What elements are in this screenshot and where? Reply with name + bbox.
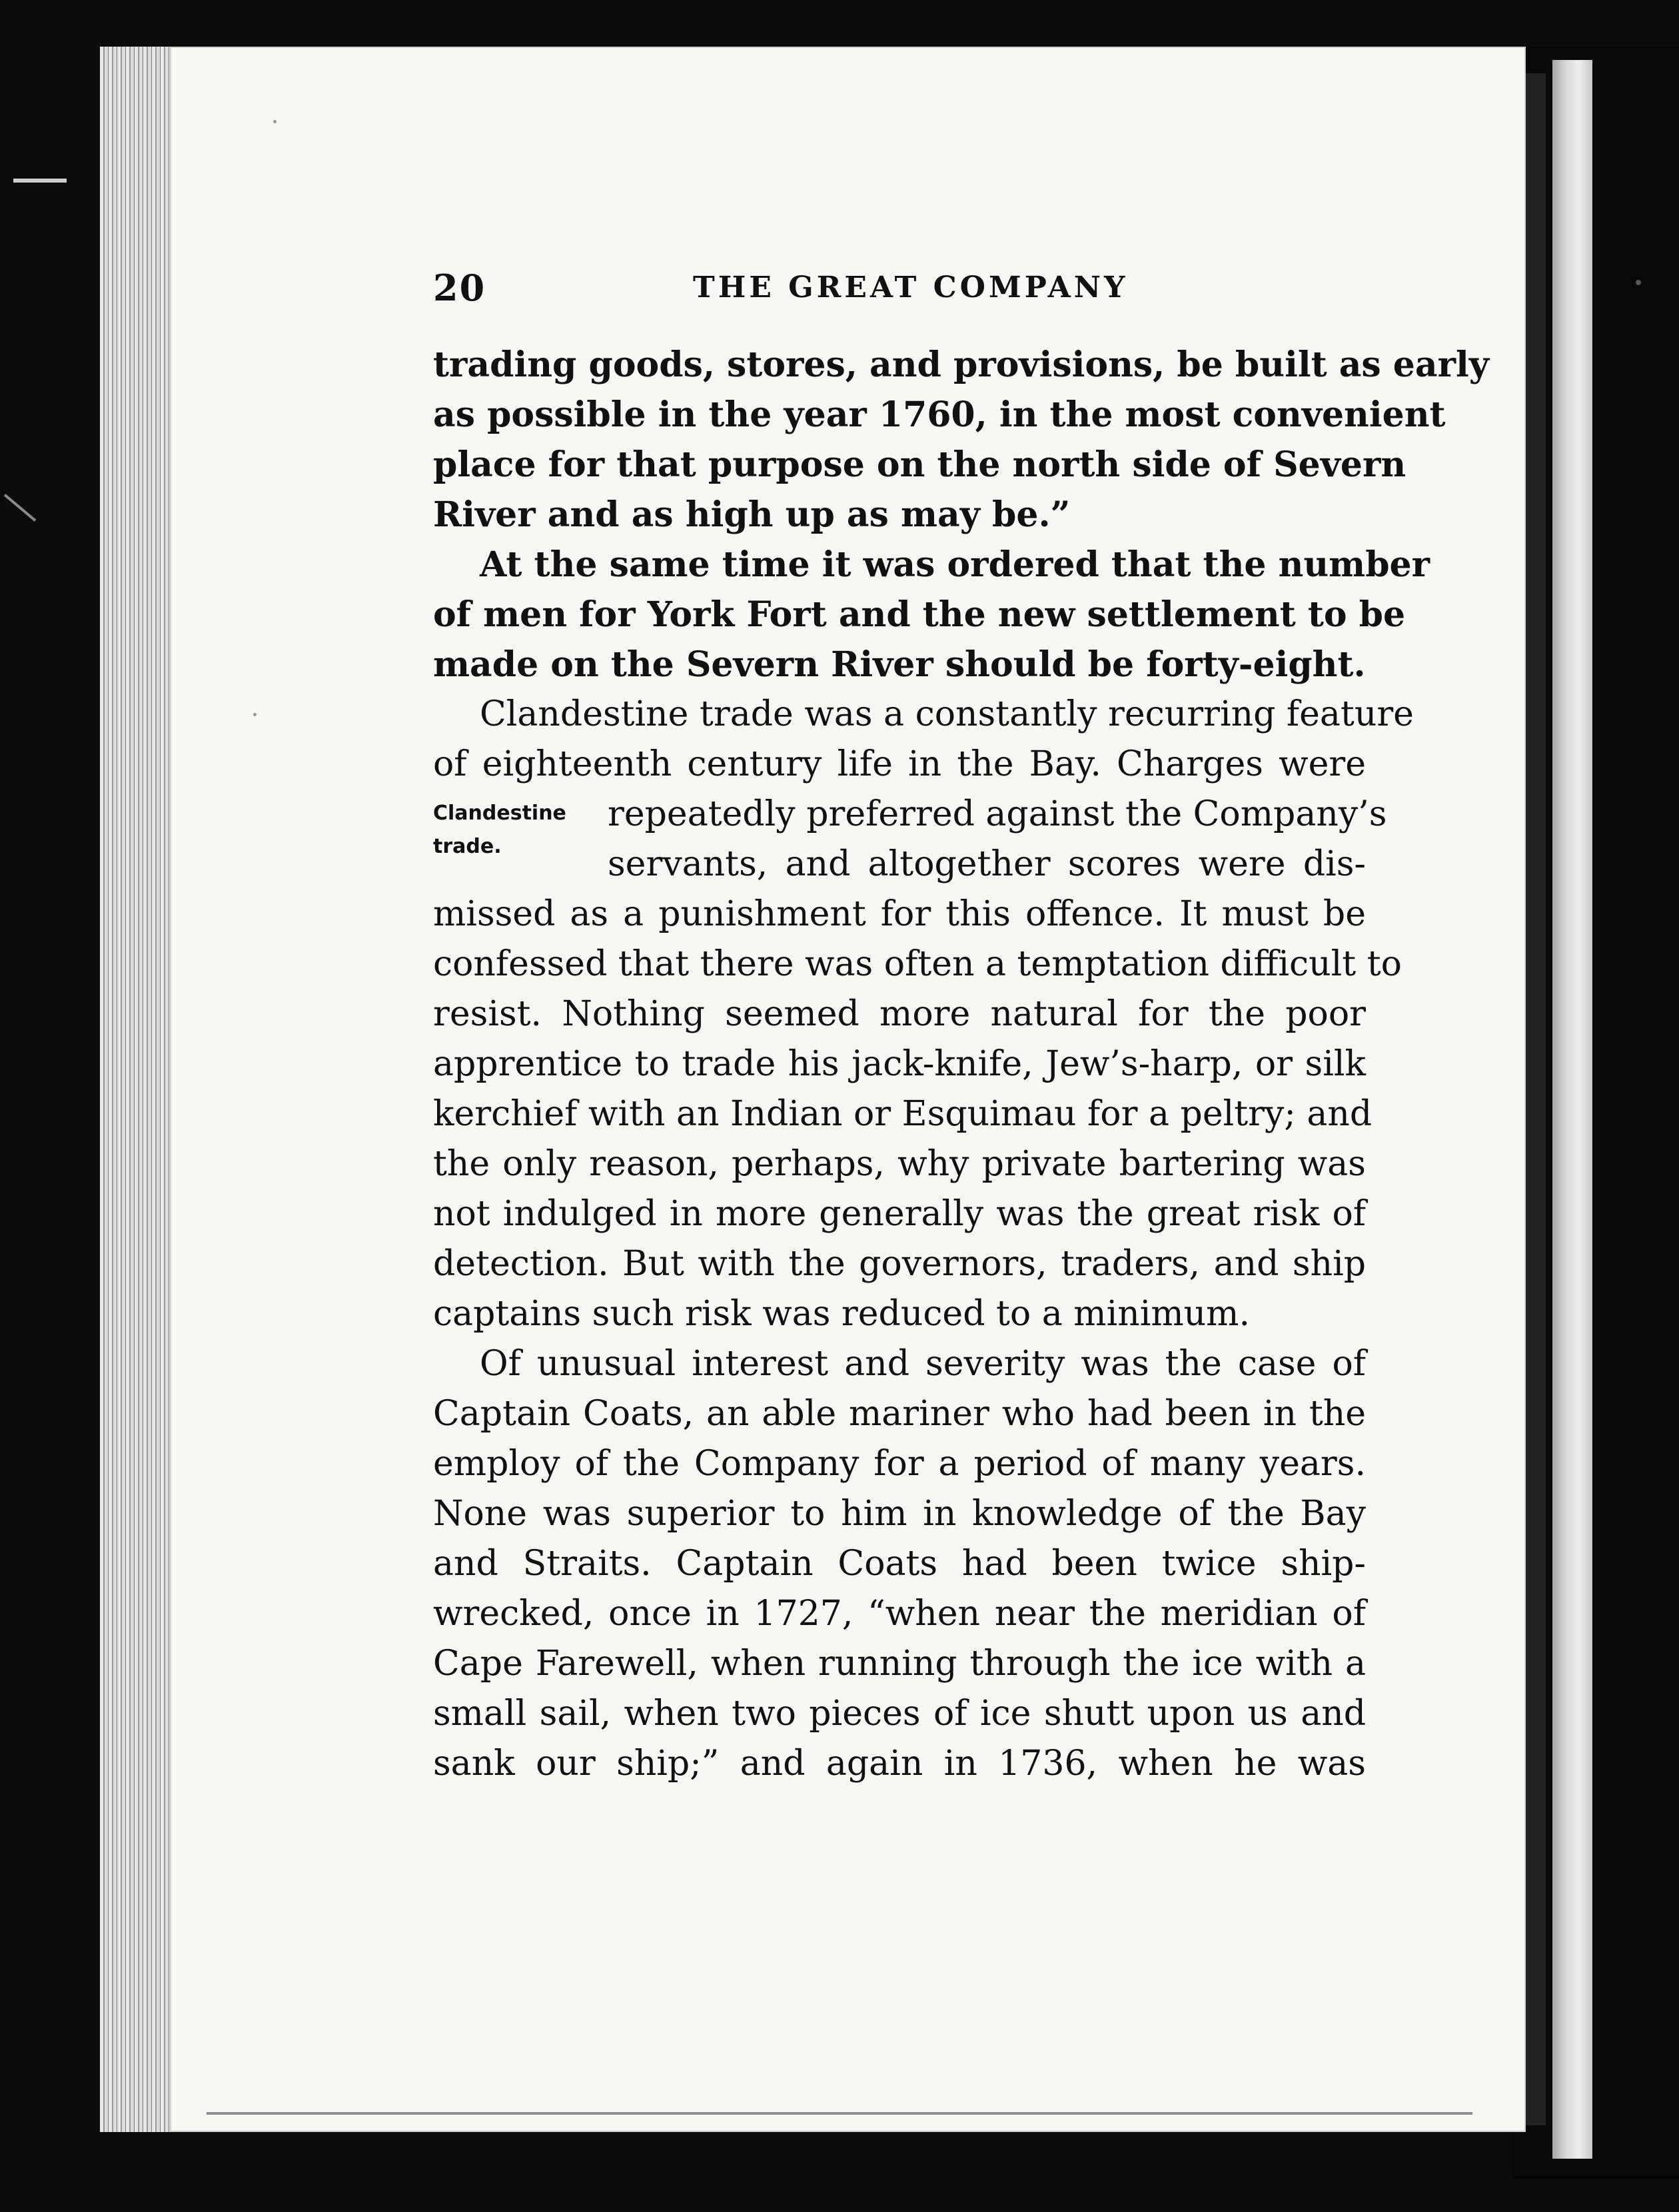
text-line: of men for York Fort and the new settlement to be — [433, 594, 1406, 635]
text-line: not indulged in more generally was the great risk of — [433, 1194, 1366, 1234]
text-line: small sail, when two pieces of ice shutt upon us and — [433, 1694, 1366, 1734]
text-line: repeatedly preferred against the Company’s — [608, 794, 1387, 834]
text-line: servants, and altogether scores were dis- — [608, 844, 1366, 884]
text-line: Clandestine trade was a constantly recurring feature — [480, 694, 1414, 734]
text-line: kerchief with an Indian or Esquimau for a peltry; and — [433, 1094, 1373, 1134]
text-line: None was superior to him in knowledge of the Bay — [433, 1494, 1366, 1534]
text-line: made on the Severn River should be forty-eight. — [433, 644, 1366, 685]
text-line: confessed that there was often a temptation difficult to — [433, 944, 1402, 984]
text-line: the only reason, perhaps, why private bartering was — [433, 1144, 1366, 1184]
scan-speck — [273, 120, 277, 123]
text-line: River and as high up as may be.” — [433, 494, 1071, 535]
sidenote-line: Clandestine — [433, 802, 566, 825]
text-line: At the same time it was ordered that the number — [480, 544, 1430, 585]
running-title: THE GREAT COMPANY — [693, 271, 1129, 304]
scan-speck — [253, 713, 257, 716]
text-line: employ of the Company for a period of many years. — [433, 1444, 1366, 1484]
text-line: captains such risk was reduced to a minimum. — [433, 1294, 1250, 1334]
text-line: sank our ship;” and again in 1736, when he was — [433, 1744, 1366, 1784]
page-body-text — [433, 340, 1489, 1789]
scan-mark — [13, 179, 67, 183]
right-binding-bar — [1526, 73, 1546, 2125]
text-line: of eighteenth century life in the Bay. Charges were — [433, 744, 1366, 784]
text-line: Captain Coats, an able mariner who had been in the — [433, 1394, 1366, 1434]
text-line: and Straits. Captain Coats had been twice ship- — [433, 1544, 1366, 1584]
text-line: place for that purpose on the north side of Severn — [433, 444, 1406, 485]
right-page-edge — [1552, 60, 1592, 2159]
scan-speck — [1636, 280, 1641, 285]
left-page-edges — [100, 47, 173, 2132]
text-line: as possible in the year 1760, in the most convenient — [433, 394, 1446, 435]
text-line: resist. Nothing seemed more natural for the poor — [433, 994, 1366, 1034]
text-line: Cape Farewell, when running through the ice with a — [433, 1644, 1366, 1684]
text-line: missed as a punishment for this offence. It must be — [433, 894, 1366, 934]
text-line: detection. But with the governors, traders, and ship — [433, 1244, 1366, 1284]
sidenote-block — [433, 790, 1387, 889]
page-bottom-edge — [207, 2112, 1472, 2115]
page-number: 20 — [433, 267, 486, 309]
text-line: Of unusual interest and severity was the case of — [480, 1344, 1366, 1384]
text-line: wrecked, once in 1727, “when near the meridian of — [433, 1594, 1366, 1634]
sidenote-line: trade. — [433, 835, 502, 858]
scan-mark — [4, 494, 37, 522]
text-line: apprentice to trade his jack-knife, Jew’s-harp, or silk — [433, 1044, 1366, 1084]
text-line: trading goods, stores, and provisions, be built as early — [433, 344, 1489, 385]
running-header — [433, 253, 1366, 313]
